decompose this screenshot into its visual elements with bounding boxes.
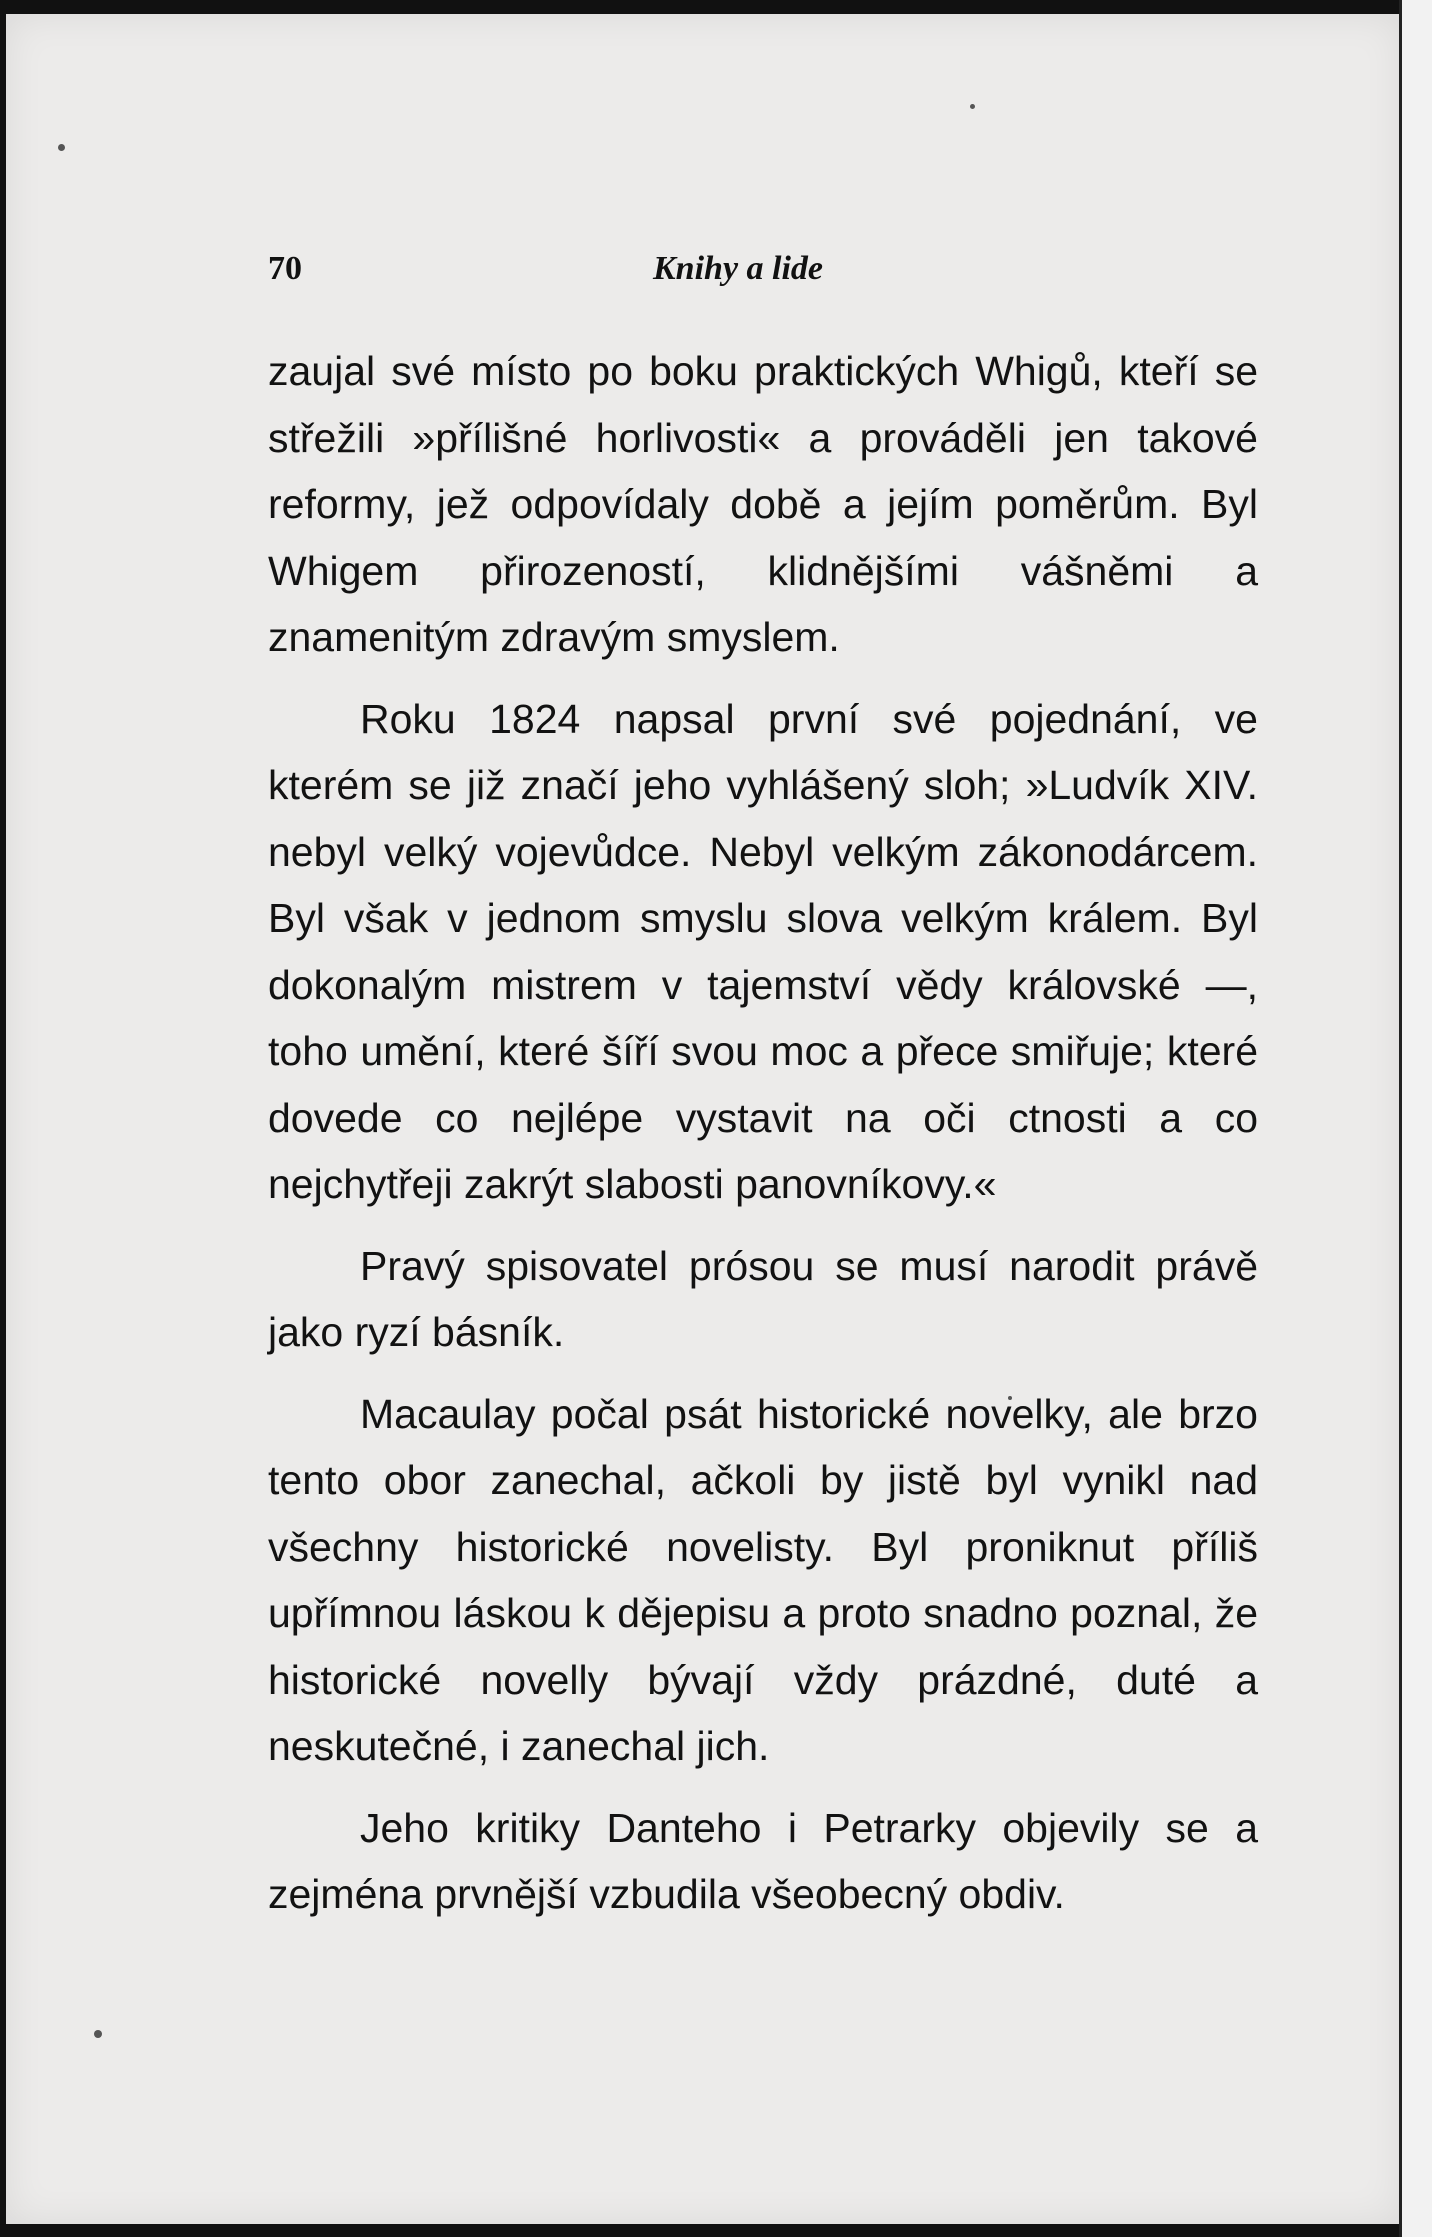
scan-right-edge — [1399, 0, 1432, 2237]
body-text — [268, 338, 1258, 1928]
paper-speck — [58, 144, 65, 151]
paragraph-5: Jeho kritiky Danteho i Petrarky objevily se a zejména prvnější vzbudila všeobecný obdiv. — [268, 1804, 1258, 1917]
page-header — [268, 250, 1258, 290]
page-number: 70 — [268, 250, 302, 287]
running-title: Knihy a lide — [653, 250, 824, 287]
paper-speck — [970, 104, 975, 109]
paragraph-1: zaujal své místo po boku praktických Whigů, kteří se střežili »přílišné horlivosti« a prováděli jen takové reformy, jež odpovídaly době a jejím poměrům. Byl Whigem přirozeností, klidnějšími vášněmi a znamenitým zdravým smyslem. — [268, 348, 1258, 660]
paragraph-2: Roku 1824 napsal první své pojednání, ve kterém se již značí jeho vyhlášený sloh; »Ludvík XIV. nebyl velký vojevůdce. Nebyl velkým zákonodárcem. Byl však v jednom smyslu slova velkým králem. Byl dokonalým mistrem v tajemství vědy královské —, toho umění, které šíří svou moc a přece smiřuje; které dovede co nejlépe vystavit na oči ctnosti a co nejchytřeji zakrýt slabosti panovníkovy.« — [268, 695, 1258, 1207]
paragraph-3: Pravý spisovatel prósou se musí narodit právě jako ryzí básník. — [268, 1242, 1258, 1355]
paragraph-4: Macaulay počal psát historické novelky, ale brzo tento obor zanechal, ačkoli by jistě byl vynikl nad všechny historické novelisty. Byl proniknut příliš upřímnou láskou k dějepisu a proto snadno poznal, že historické novelly bývají vždy prázdné, duté a neskutečné, i zanechal jich. — [268, 1390, 1258, 1769]
paper-speck — [94, 2030, 102, 2038]
